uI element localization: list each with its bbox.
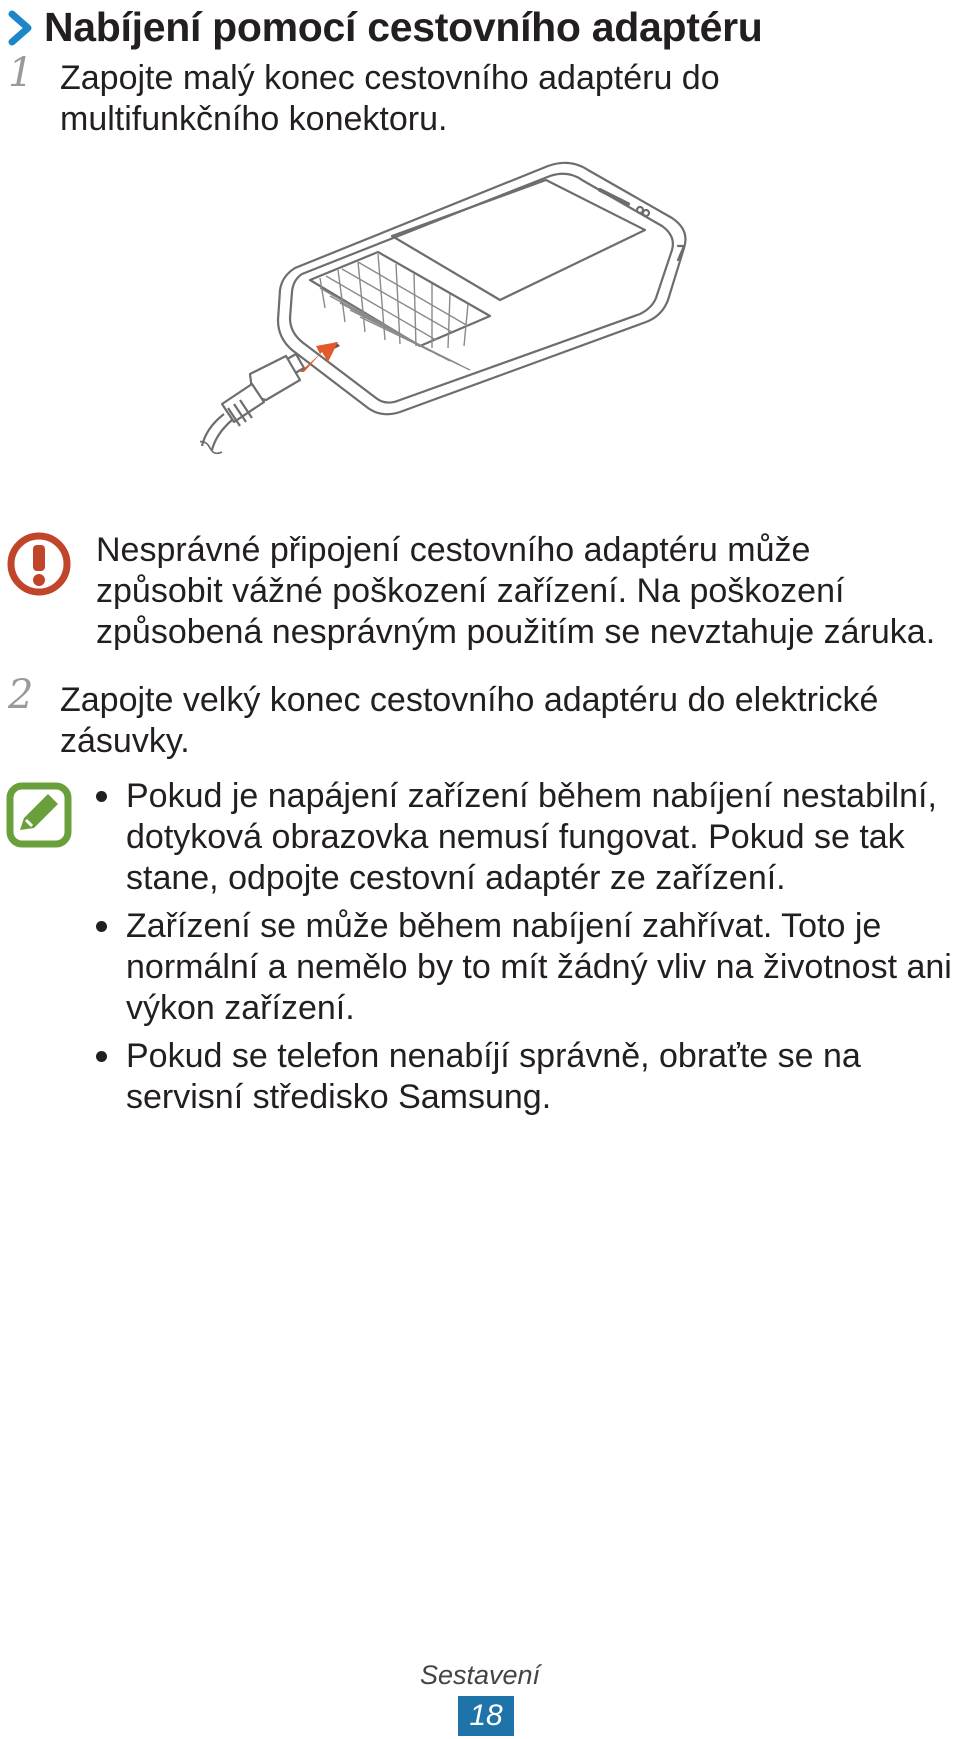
note-list bbox=[96, 776, 958, 1125]
note-item-text: Pokud je napájení zařízení během nabíjení nestabilní, dotyková obrazovka nemusí fungovat. Pokud se tak stane, odpojte cestovní adaptér ze zařízení. bbox=[126, 777, 937, 897]
note-item bbox=[96, 1036, 958, 1118]
note-pen-icon bbox=[6, 782, 72, 848]
page-title: Nabíjení pomocí cestovního adaptéru bbox=[44, 4, 763, 50]
bullet-dot bbox=[96, 791, 107, 802]
phone-charging-illustration bbox=[200, 150, 780, 500]
bullet-dot bbox=[96, 1051, 107, 1062]
note-item bbox=[96, 906, 958, 1029]
step-number-2: 2 bbox=[8, 672, 34, 718]
note-item-text: Pokud se telefon nenabíjí správně, obraťte se na servisní středisko Samsung. bbox=[126, 1037, 861, 1116]
note-item-text: Zařízení se může během nabíjení zahřívat. Toto je normální a nemělo by to mít žádný vliv na životnost ani výkon zařízení. bbox=[126, 907, 952, 1027]
bullet-dot bbox=[96, 921, 107, 932]
exclamation-warning-icon bbox=[6, 531, 72, 597]
note-item bbox=[96, 776, 958, 899]
page-number: 18 bbox=[458, 1696, 514, 1736]
step-text-2: Zapojte velký konec cestovního adaptéru do elektrické zásuvky. bbox=[60, 681, 879, 760]
warning-text: Nesprávné připojení cestovního adaptéru může způsobit vážné poškození zařízení. Na poškození způsobená nesprávným použitím se nevztahuje záruka. bbox=[96, 531, 936, 651]
step-text-1: Zapojte malý konec cestovního adaptéru do multifunkčního konektoru. bbox=[60, 59, 720, 138]
footer-section-name: Sestavení bbox=[419, 1660, 541, 1690]
chevron-right-icon bbox=[6, 8, 36, 48]
section-heading bbox=[6, 4, 763, 51]
step-number-1: 1 bbox=[8, 50, 34, 96]
